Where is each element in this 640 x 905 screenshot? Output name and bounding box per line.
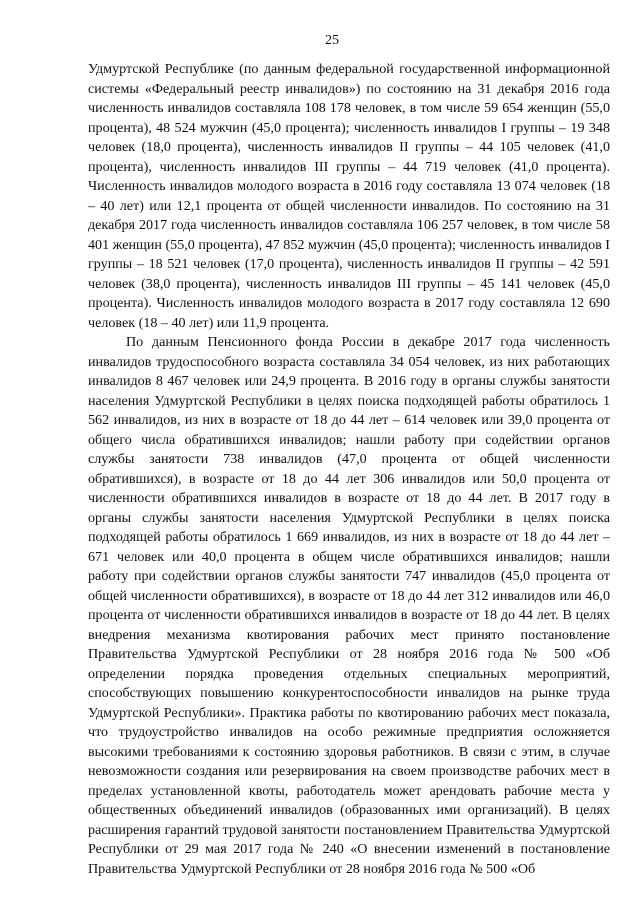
paragraph-continued: Удмуртской Республике (по данным федеральной государственной информационной системы «Федеральный реестр инвалидов») по состоянию на 31 декабря 2016 года численность инвалидов составляла 108 178 человек, в том числе 59 654 женщин (55,0 процента), 48 524 мужчин (45,0 процента); численность инвалидов I группы – 19 348 человек (18,0 процента), численность инвалидов II группы – 44 105 человек (41,0 процента), численность инвалидов III группы – 44 719 человек (41,0 процента). Численность инвалидов молодого возраста в 2016 году составляла 13 074 человек (18 – 40 лет) или 12,1 процента от общей численности инвалидов. По состоянию на 31 декабря 2017 года численность инвалидов составляла 106 257 человек, в том числе 58 401 женщин (55,0 процента), 47 852 мужчин (45,0 процента); численность инвалидов I группы – 18 521 человек (17,0 процента), численность инвалидов II группы – 42 591 человек (38,0 процента), численность инвалидов III группы – 45 141 человек (45,0 процента). Численность инвалидов молодого возраста в 2017 году составляла 12 690 человек (18 – 40 лет) или 11,9 процента. [88,61,610,331]
page-number: 25 [325,33,339,48]
paragraph: По данным Пенсионного фонда России в декабре 2017 года численность инвалидов трудоспособного возраста составляла 34 054 человек, из них работающих инвалидов 8 467 человек или 24,9 процента. В 2016 году в органы службы занятости населения Удмуртской Республики в целях поиска подходящей работы обратилось 1 562 инвалидов, из них в возрасте от 18 до 44 лет – 614 человек или 39,0 процента от общего числа обратившихся инвалидов; нашли работу при содействии органов службы занятости 738 инвалидов (47,0 процента от общей численности обратившихся), в возрасте от 18 до 44 лет 306 инвалидов или 50,0 процента от численности обратившихся инвалидов в возрасте от 18 до 44 лет. В 2017 году в органы службы занятости населения Удмуртской Республики в целях поиска подходящей работы обратилось 1 669 инвалидов, из них в возрасте от 18 до 44 лет – 671 человек или 40,0 процента в общем числе обратившихся инвалидов; нашли работу при содействии органов службы занятости 747 инвалидов (45,0 процента от общей численности обратившихся), в возрасте от 18 до 44 лет 312 инвалидов или 46,0 процента от численности обратившихся инвалидов в возрасте от 18 до 44 лет. В целях внедрения механизма квотирования рабочих мест принято постановление Правительства Удмуртской Республики от 28 ноября 2016 года № 500 «Об определении порядка проведения отдельных специальных мероприятий, способствующих повышению конкурентоспособности инвалидов на рынке труда Удмуртской Республики». Практика работы по квотированию рабочих мест показала, что трудоустройство инвалидов на особо режимные предприятия осложняется высокими требованиями к состоянию здоровья работников. В связи с этим, в случае невозможности создания или резервирования на своем производстве рабочих мест в пределах установленной квоты, работодатель может арендовать рабочие места у общественных объединений инвалидов (образованных ими организаций). В целях расширения гарантий трудовой занятости постановлением Правительства Удмуртской Республики от 29 мая 2017 года № 240 «О внесении изменений в постановление Правительства Удмуртской Республики от 28 ноября 2016 года № 500 «Об [88,334,610,877]
document-body [88,60,610,879]
